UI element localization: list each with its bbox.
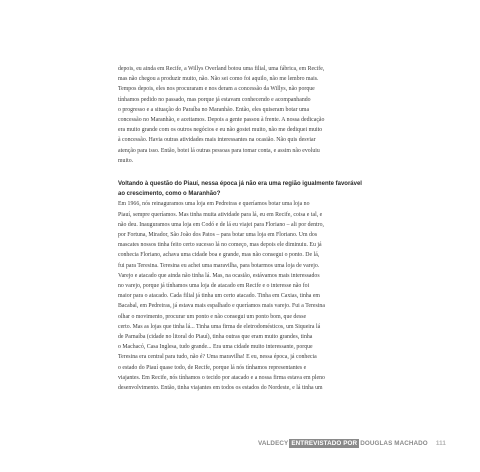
- paragraph-2: [118, 199, 418, 393]
- question-line: ao crescimento, como o Maranhão?: [118, 191, 221, 198]
- question-line: Voltando à questão do Piauí, nessa época já não era uma região igualmente favorável: [118, 181, 362, 188]
- text-line: mascates nossos tinha feito certo sucesso lá no começo, mas depois ele diminuiu. Eu já: [118, 242, 322, 249]
- text-line: fui para Teresina. Teresina eu achei uma maravilha, para botarmos uma loja de varejo.: [118, 262, 320, 269]
- footer-tag: ENTREVISTADO POR: [291, 439, 358, 447]
- text-line: no varejo, porque já tínhamos uma loja de atacado em Recife e o interesse não foi: [118, 283, 310, 290]
- text-line: depois, eu ainda em Recife, a Willys Overland botou uma filial, uma fábrica, em Recife,: [118, 66, 325, 72]
- text-line: o Machacó, Casa Inglesa, tudo grande... Era uma cidade muito interessante, porque: [118, 344, 313, 351]
- running-footer: [258, 438, 446, 448]
- page-number: 111: [435, 439, 446, 447]
- interview-question: [118, 179, 418, 199]
- footer-name: VALDECY: [258, 439, 289, 447]
- text-line: por Fortuna, Mirador, São João dos Patos – para botar uma loja em Floriano. Um dos: [118, 232, 318, 239]
- text-line: viajantes. Em Recife, nós tínhamos o tecido por atacado e a nossa firma estava em pleno: [118, 374, 325, 381]
- text-line: mas não chegou a produzir muito, não. Não sei como foi aquilo, não me lembro mais.: [118, 76, 319, 83]
- text-line: certo. Mas as lojas que tinha lá... Tinha uma firma de eletrodomésticos, um Siqueira lá: [118, 323, 321, 330]
- text-line: Piauí, sempre queríamos. Mas tinha muita atividade para lá, eu em Recife, coisa e tal, e: [118, 211, 323, 218]
- text-line: Em 1966, nós reinaguramos uma loja em Pedreiras e queríamos botar uma loja no: [118, 201, 310, 208]
- text-line: à concessão. Havia outras atividades mais interessantes na ocasião. Não quis desviar: [118, 137, 316, 144]
- text-line: desenvolvimento. Então, tinha viajantes em todos os estados do Nordeste, e lá tinha um: [118, 385, 323, 392]
- text-line: o estado do Piauí quase todo, de Recife, porque lá nós tínhamos representantes e: [118, 364, 307, 371]
- text-line: conhecia Floriano, achava uma cidade boa e grande, mas não consegui o ponto. De lá,: [118, 252, 320, 259]
- text-line: Tempos depois, eles nos procuraram e nos deram a concessão da Willys, não porque: [118, 86, 315, 93]
- text-line: atenção para isso. Então, botei lá outras pessoas para tomar conta, e assim não evoluiu: [118, 147, 320, 154]
- text-line: era muito grande com os outros negócios e eu não gostei muito, não me dediquei muito: [118, 127, 323, 134]
- text-line: maior para o atacado. Cada filial já tinha um certo atacado. Tinha em Caxias, tinha em: [118, 293, 320, 300]
- text-line: muito.: [118, 157, 134, 164]
- text-column: [118, 64, 418, 393]
- text-line: Teresina era central para tudo, não é? Uma maravilha! E eu, nessa época, já conhecia: [118, 354, 317, 361]
- text-line: olhar o movimento, procurar um ponto e não consegui um ponto bom, que desse: [118, 313, 307, 320]
- text-line: o progresso e a situação do Paraíba no Maranhão. Então, eles quiseram botar uma: [118, 106, 310, 113]
- text-line: concessão no Maranhão, e aceitamos. Depois a gente passou à frente. A nossa dedicação: [118, 117, 325, 124]
- text-line: Varejo e atacado que ainda não tinha lá. Mas, na ocasião, estávamos mais interessados: [118, 272, 320, 279]
- text-line: não deu. Inauguramos uma loja em Codó e de lá eu viajei para Floriano – ali por dentro,: [118, 221, 325, 228]
- footer-author: DOUGLAS MACHADO: [360, 439, 428, 447]
- text-line: Bacabal, em Pedreiras, já estava mais espalhado e queríamos mais varejo. Fui a Teresina: [118, 303, 325, 310]
- paragraph-1: [118, 64, 418, 166]
- text-line: de Parnaíba (cidade no litoral do Piauí), tinha outras que eram muito grandes, tinha: [118, 334, 313, 341]
- text-line: tínhamos pedido no passado, mas porque já estavam conhecendo e acompanhando: [118, 96, 311, 103]
